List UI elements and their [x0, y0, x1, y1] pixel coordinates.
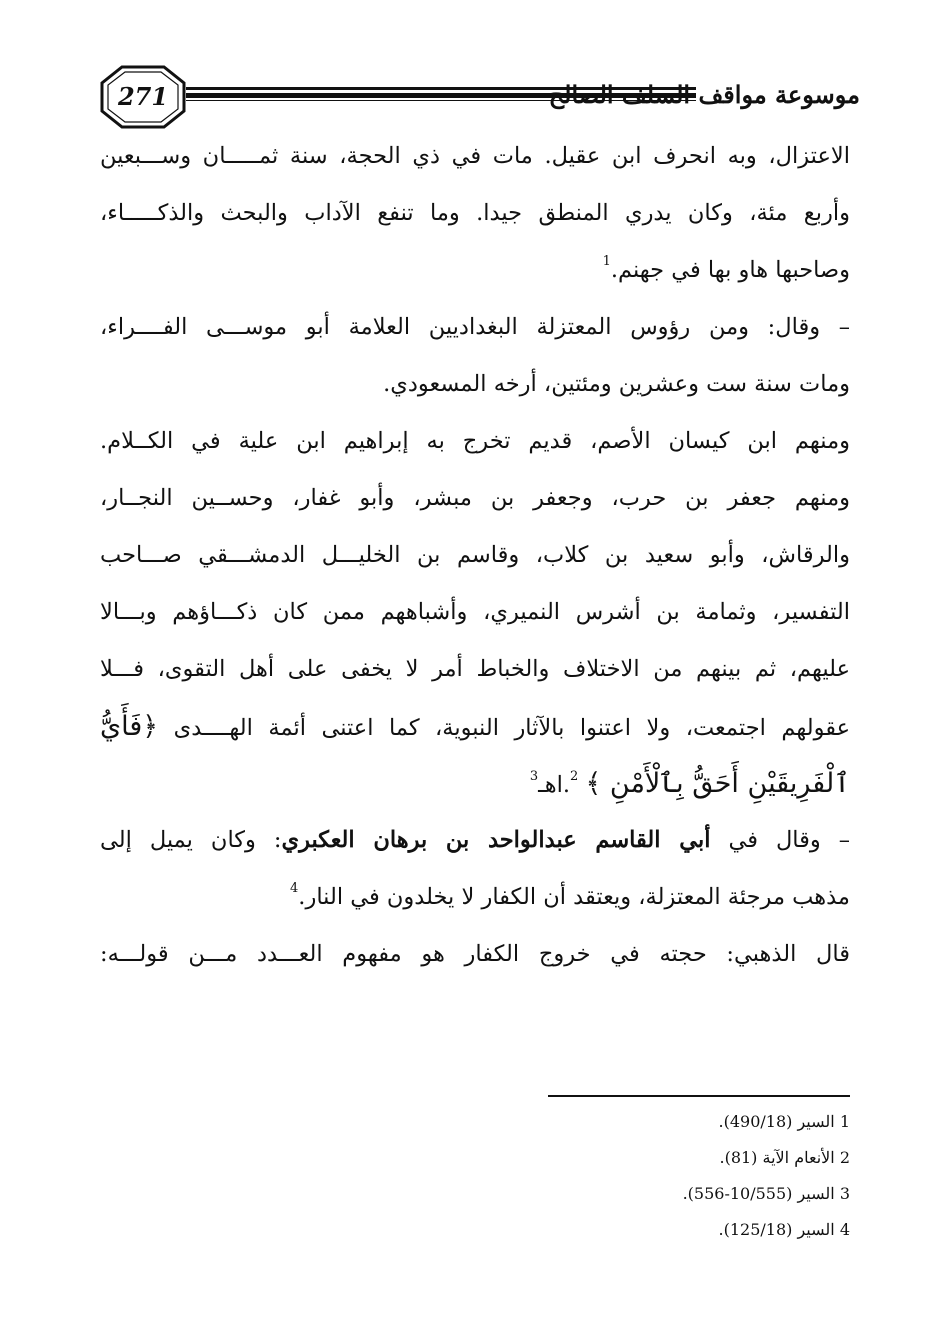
text-line: ومات سنة ست وعشرين ومئتين، أرخه المسعودي. — [383, 371, 850, 397]
text-line: الاعتزال، وبه انحرف ابن عقيل. مات في ذي الحجة، سنة ثمـــــان وســـبعين — [100, 143, 850, 169]
person-name: أبي القاسم عبدالواحد بن برهان العكبري — [281, 827, 711, 853]
footnote-text: السير (10/555-556). — [682, 1184, 835, 1203]
text-line — [100, 698, 850, 755]
footnote — [500, 1140, 850, 1176]
text-line: ومنهم جعفر بن حرب، وجعفر بن مبشر، وأبو غفار، وحســين النجــار، — [100, 485, 850, 511]
text-segment: .اهـ — [538, 772, 571, 798]
footnote-ref: 2 — [570, 769, 579, 784]
footnote-text: السير (125/18). — [718, 1220, 835, 1239]
footnote-number: 4 — [839, 1220, 850, 1239]
footnote-number: 1 — [839, 1112, 850, 1131]
text-line: التفسير، وثمامة بن أشرس النميري، وأشباههم ممن كان ذكـــاؤهم وبـــالا — [100, 599, 850, 625]
text-line — [100, 242, 850, 299]
quran-quote: ٱلْفَرِيقَيْنِ أَحَقُّ بِٱلْأَمْنِ ﴾ — [585, 768, 850, 799]
footnote — [500, 1212, 850, 1248]
text-segment: : وكان يميل إلى — [100, 827, 282, 853]
text-line: والرقاش، وأبو سعيد بن كلاب، وقاسم بن الخليـــل الدمشـــقي صـــاحب — [100, 542, 850, 568]
footnote-ref: 4 — [290, 881, 299, 896]
quran-quote-start: ﴿فَأَيُّ — [100, 711, 159, 742]
footnote-separator — [548, 1095, 850, 1097]
text-line: وأربع مئة، وكان يدري المنطق جيدا. وما تنفع الآداب والبحث والذكـــــاء، — [100, 200, 850, 226]
footnote — [500, 1104, 850, 1140]
text-line — [100, 812, 850, 869]
page-number-badge — [100, 65, 186, 129]
text-segment: عقولهم اجتمعت، ولا اعتنوا بالآثار النبوية، كما اعتنى أئمة الهــــدى — [173, 715, 851, 741]
text-segment: – وقال في — [710, 827, 851, 853]
book-title: موسوعة مواقف السلف الصالح — [548, 80, 860, 109]
text-line: – وقال: ومن رؤوس المعتزلة البغداديين العلامة أبو موســـى الفــــراء، — [100, 314, 850, 340]
footnote — [500, 1176, 850, 1212]
text-segment: وصاحبها هاو بها في جهنم. — [610, 257, 850, 283]
footnotes — [500, 1104, 850, 1248]
footnote-ref: 3 — [529, 769, 539, 784]
text-line: عليهم، ثم بينهم من الاختلاف والخباط أمر لا يخفى على أهل التقوى، فـــلا — [100, 656, 850, 682]
footnote-number: 2 — [839, 1148, 850, 1167]
text-segment: مذهب مرجئة المعتزلة، ويعتقد أن الكفار لا يخلدون في النار. — [298, 884, 850, 910]
text-line: قال الذهبي: حجته في خروج الكفار هو مفهوم العـــدد مـــن قولـــه: — [100, 941, 850, 967]
footnote-text: الأنعام الآية (81). — [719, 1148, 835, 1167]
page-header — [100, 65, 860, 129]
footnote-number: 3 — [839, 1184, 850, 1203]
main-text — [100, 128, 850, 983]
footnote-text: السير (490/18). — [718, 1112, 835, 1131]
text-line — [100, 869, 850, 926]
text-line: ومنهم ابن كيسان الأصم، قديم تخرج به إبراهيم ابن علية في الكــلام. — [100, 428, 850, 454]
text-line — [100, 755, 850, 812]
page-number: 271 — [117, 82, 169, 111]
footnote-ref: 1 — [602, 254, 611, 269]
